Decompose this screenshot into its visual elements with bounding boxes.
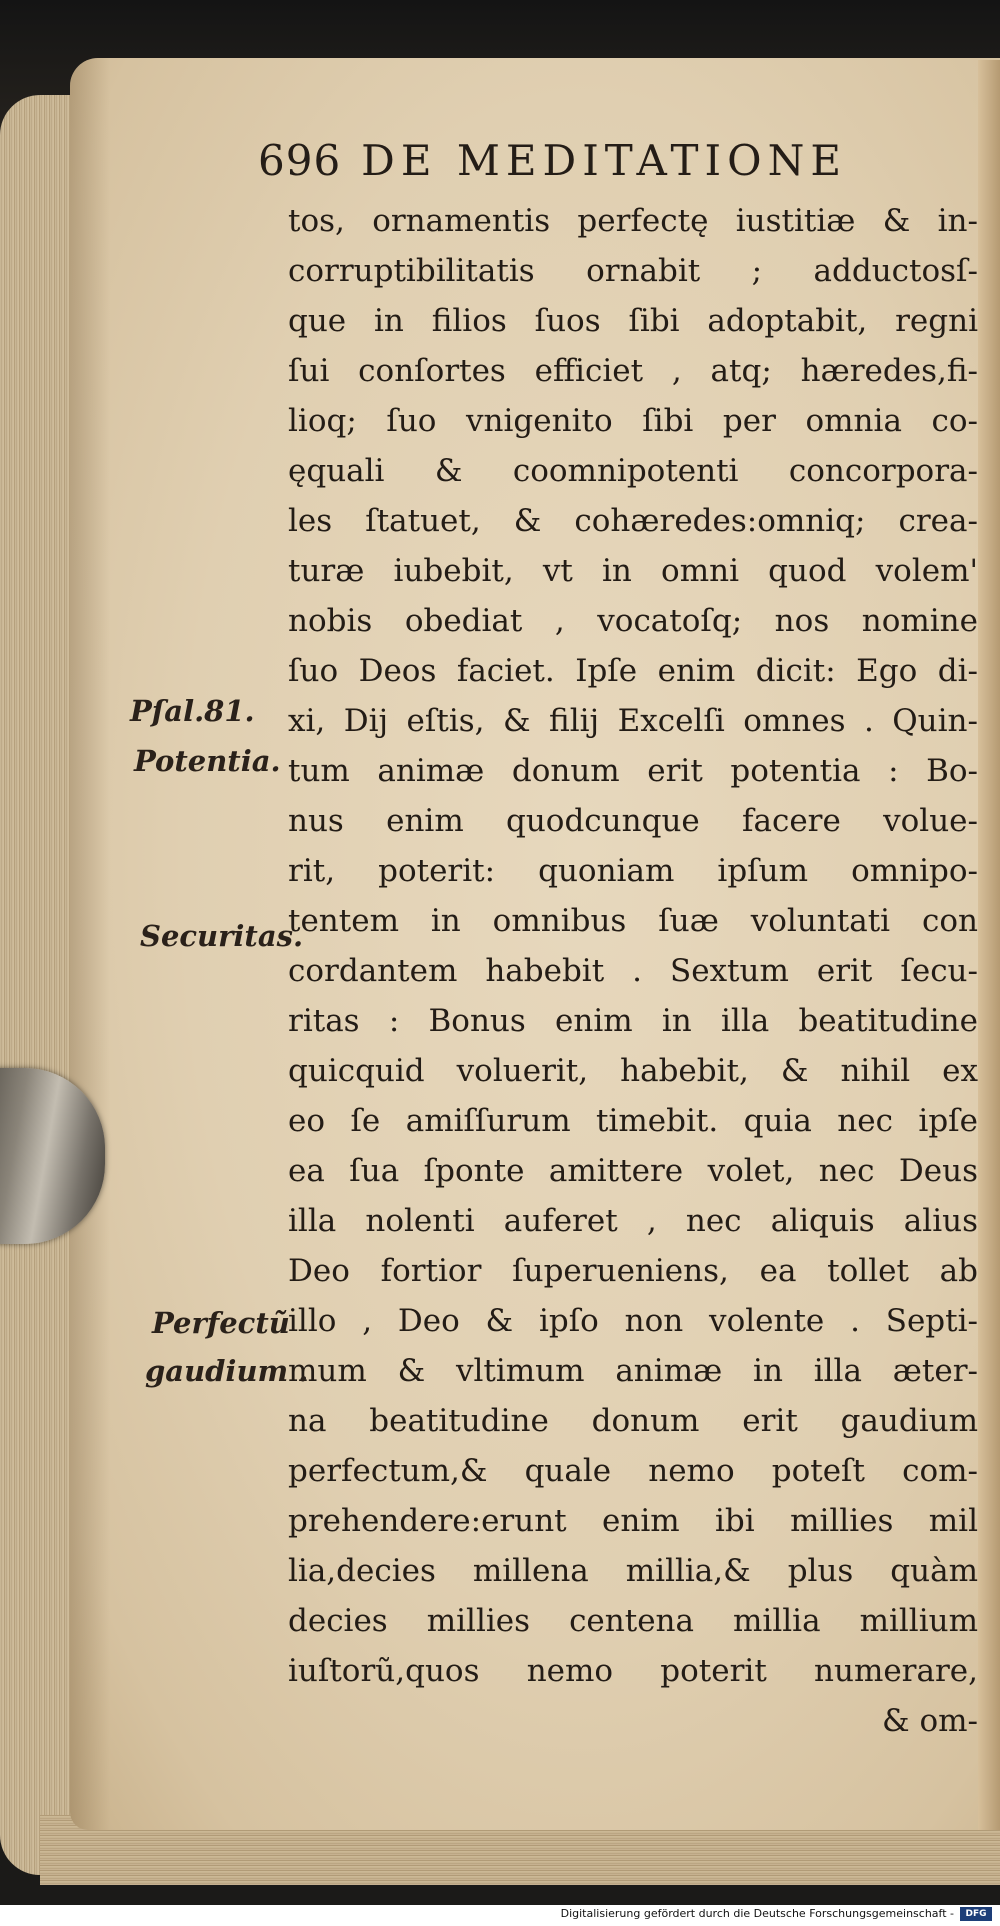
text-line: ſuo Deos faciet. Ipſe enim dicit: Ego di- <box>288 653 978 689</box>
page-number: 696 <box>258 136 342 185</box>
page-fold-shadow <box>70 58 110 1830</box>
text-line: les ſtatuet, & cohæredes:omniq; crea- <box>288 503 978 539</box>
margin-note-gaudium: gaudium . <box>145 1354 309 1388</box>
text-line: mum & vltimum animæ in illa æter- <box>288 1353 978 1389</box>
margin-note-securitas: Securitas. <box>140 919 304 953</box>
text-line: tum animæ donum erit potentia : Bo- <box>288 753 978 789</box>
text-line: illa nolenti auferet , nec aliquis alius <box>288 1203 978 1239</box>
text-line: corruptibilitatis ornabit ; adductosſ- <box>288 253 978 289</box>
text-line: tentem in omnibus ſuæ voluntati con <box>288 903 978 939</box>
text-line: que in filios ſuos ſibi adoptabit, regni <box>288 303 978 339</box>
text-line: lia,decies millena millia,& plus quàm <box>288 1553 978 1589</box>
text-line: iuſtorũ,quos nemo poterit numerare, <box>288 1653 978 1689</box>
text-line: turæ iubebit, vt in omni quod volem' <box>288 553 978 589</box>
margin-note-potentia: Potentia. <box>134 744 281 778</box>
text-line: prehendere:erunt enim ibi millies mil <box>288 1503 978 1539</box>
text-line: na beatitudine donum erit gaudium <box>288 1403 978 1439</box>
text-line: cordantem habebit . Sextum erit ſecu- <box>288 953 978 989</box>
text-line: Deo fortior ſuperueniens, ea tollet ab <box>288 1253 978 1289</box>
text-line: quicquid voluerit, habebit, & nihil ex <box>288 1053 978 1089</box>
text-line: ea ſua ſponte amittere volet, nec Deus <box>288 1153 978 1189</box>
text-line: nobis obediat , vocatoſq; nos nomine <box>288 603 978 639</box>
text-line: ęquali & coomnipotenti concorpora- <box>288 453 978 489</box>
running-title: DE MEDITATIONE <box>361 136 847 185</box>
text-line: ſui conſortes efficiet , atq; hæredes,fi- <box>288 353 978 389</box>
margin-note-perfectum: Perfectũ <box>152 1306 290 1340</box>
text-line: rit, poterit: quoniam ipſum omnipo- <box>288 853 978 889</box>
text-line: xi, Dij eſtis, & filij Excelſi omnes . Quin- <box>288 703 978 739</box>
text-line: illo , Deo & ipſo non volente . Septi- <box>288 1303 978 1339</box>
digitization-credit: Digitalisierung gefördert durch die Deutsche Forschungsgemeinschaft - <box>560 1907 954 1920</box>
dfg-logo: DFG <box>960 1907 992 1921</box>
text-line: ritas : Bonus enim in illa beatitudine <box>288 1003 978 1039</box>
running-header <box>258 136 958 188</box>
text-line: eo ſe amiſſurum timebit. quia nec ipſe <box>288 1103 978 1139</box>
text-line: tos, ornamentis perfectę iustitiæ & in- <box>288 203 978 239</box>
text-line: decies millies centena millia millium <box>288 1603 978 1639</box>
catchword-line: & om- <box>882 1703 978 1739</box>
text-line: lioq; ſuo vnigenito ſibi per omnia co- <box>288 403 978 439</box>
right-page-edge <box>978 60 1000 1830</box>
text-line: perfectum,& quale nemo poteſt com- <box>288 1453 978 1489</box>
margin-note-psalm: Pſal.81. <box>130 694 255 728</box>
text-line: nus enim quodcunque facere volue- <box>288 803 978 839</box>
